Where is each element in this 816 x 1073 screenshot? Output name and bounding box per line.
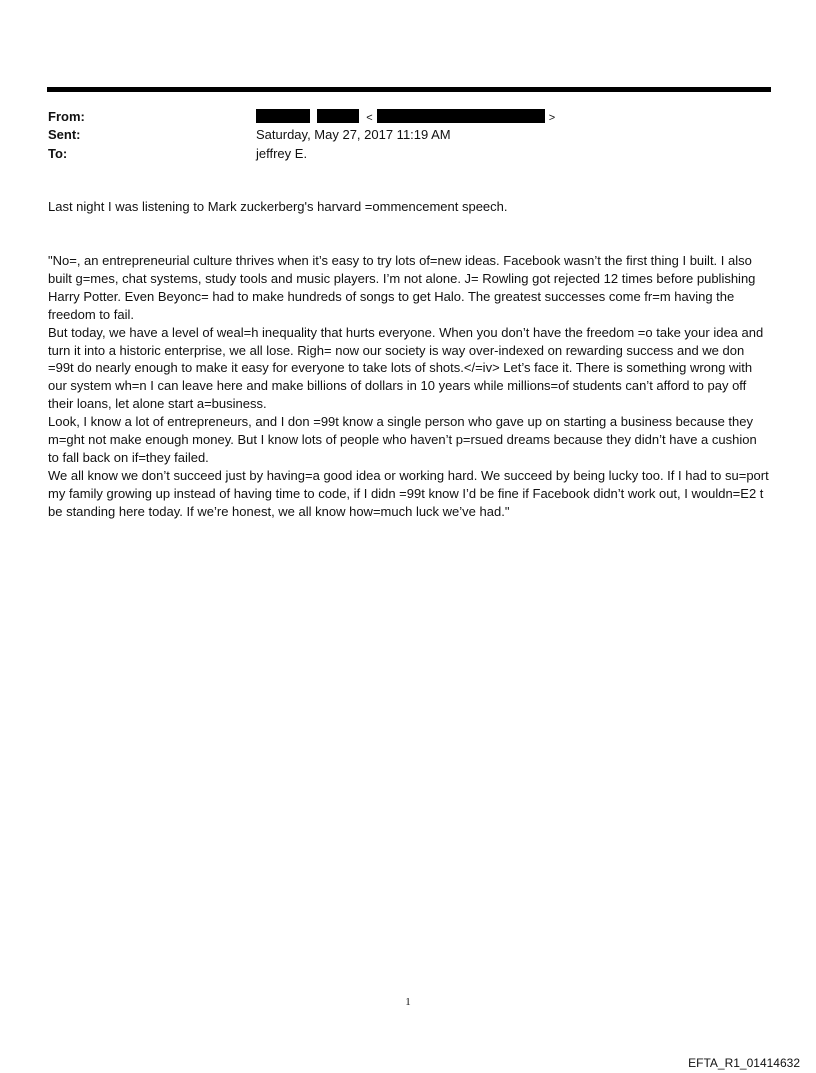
email-open-bracket: < <box>366 112 373 124</box>
document-id: EFTA_R1_01414632 <box>688 1056 800 1070</box>
redaction-block <box>256 109 310 123</box>
email-quote <box>48 252 770 521</box>
to-value: jeffrey E. <box>256 146 308 161</box>
intro-paragraph: Last night I was listening to Mark zuckerberg's harvard =ommencement speech. <box>48 199 508 214</box>
from-label: From: <box>48 109 85 124</box>
sent-value: Saturday, May 27, 2017 11:19 AM <box>256 127 451 142</box>
quote-paragraph: But today, we have a level of weal=h inequality that hurts everyone. When you don’t have the freedom =o take your idea and turn it into a historic enterprise, we all lose. Righ= now our society is way over-indexed on rewarding success and we don =99t do nearly enough to make it easy for everyone to take lots of shots.</=iv> Let’s face it. There is something wrong with our system wh=n I can leave here and make billions of dollars in 10 years while millions=of students can’t afford to pay off their loans, let alone start a=business. <box>48 324 764 412</box>
email-intro <box>48 198 770 216</box>
sent-label: Sent: <box>48 127 81 142</box>
quote-paragraph: We all know we don’t succeed just by having=a good idea or working hard. We succeed by being lucky too. If I had to su=port my family growing up instead of having time to code, if I didn =99t know I’d be fine if Facebook didn’t work out, I wouldn=E2 t be standing here today. If we’re honest, we all know how=much luck we’ve had." <box>48 467 769 519</box>
from-value <box>256 108 559 127</box>
to-label: To: <box>48 146 68 161</box>
header-rule <box>47 87 771 92</box>
redaction-block <box>317 109 359 123</box>
email-close-bracket: > <box>548 112 556 124</box>
redaction-block <box>377 109 545 123</box>
page-number: 1 <box>405 996 411 1008</box>
quote-paragraph: Look, I know a lot of entrepreneurs, and I don =99t know a single person who gave up on starting a business because they m=ght not make enough money. But I know lots of people who haven’t p=rsued dreams because they didn’t have a cushion to fall back on if=they failed. <box>48 414 757 465</box>
quote-paragraph: "No=, an entrepreneurial culture thrives when it’s easy to try lots of=new ideas. Facebook wasn’t the first thing I built. I also built g=mes, chat systems, study tools and music players. I’m not alone. J= Rowling got rejected 12 times before publishing Harry Potter. Even Beyonc= had to make hundreds of songs to get Halo. The greatest successes come fr=m having the freedom to fail. <box>48 253 756 322</box>
